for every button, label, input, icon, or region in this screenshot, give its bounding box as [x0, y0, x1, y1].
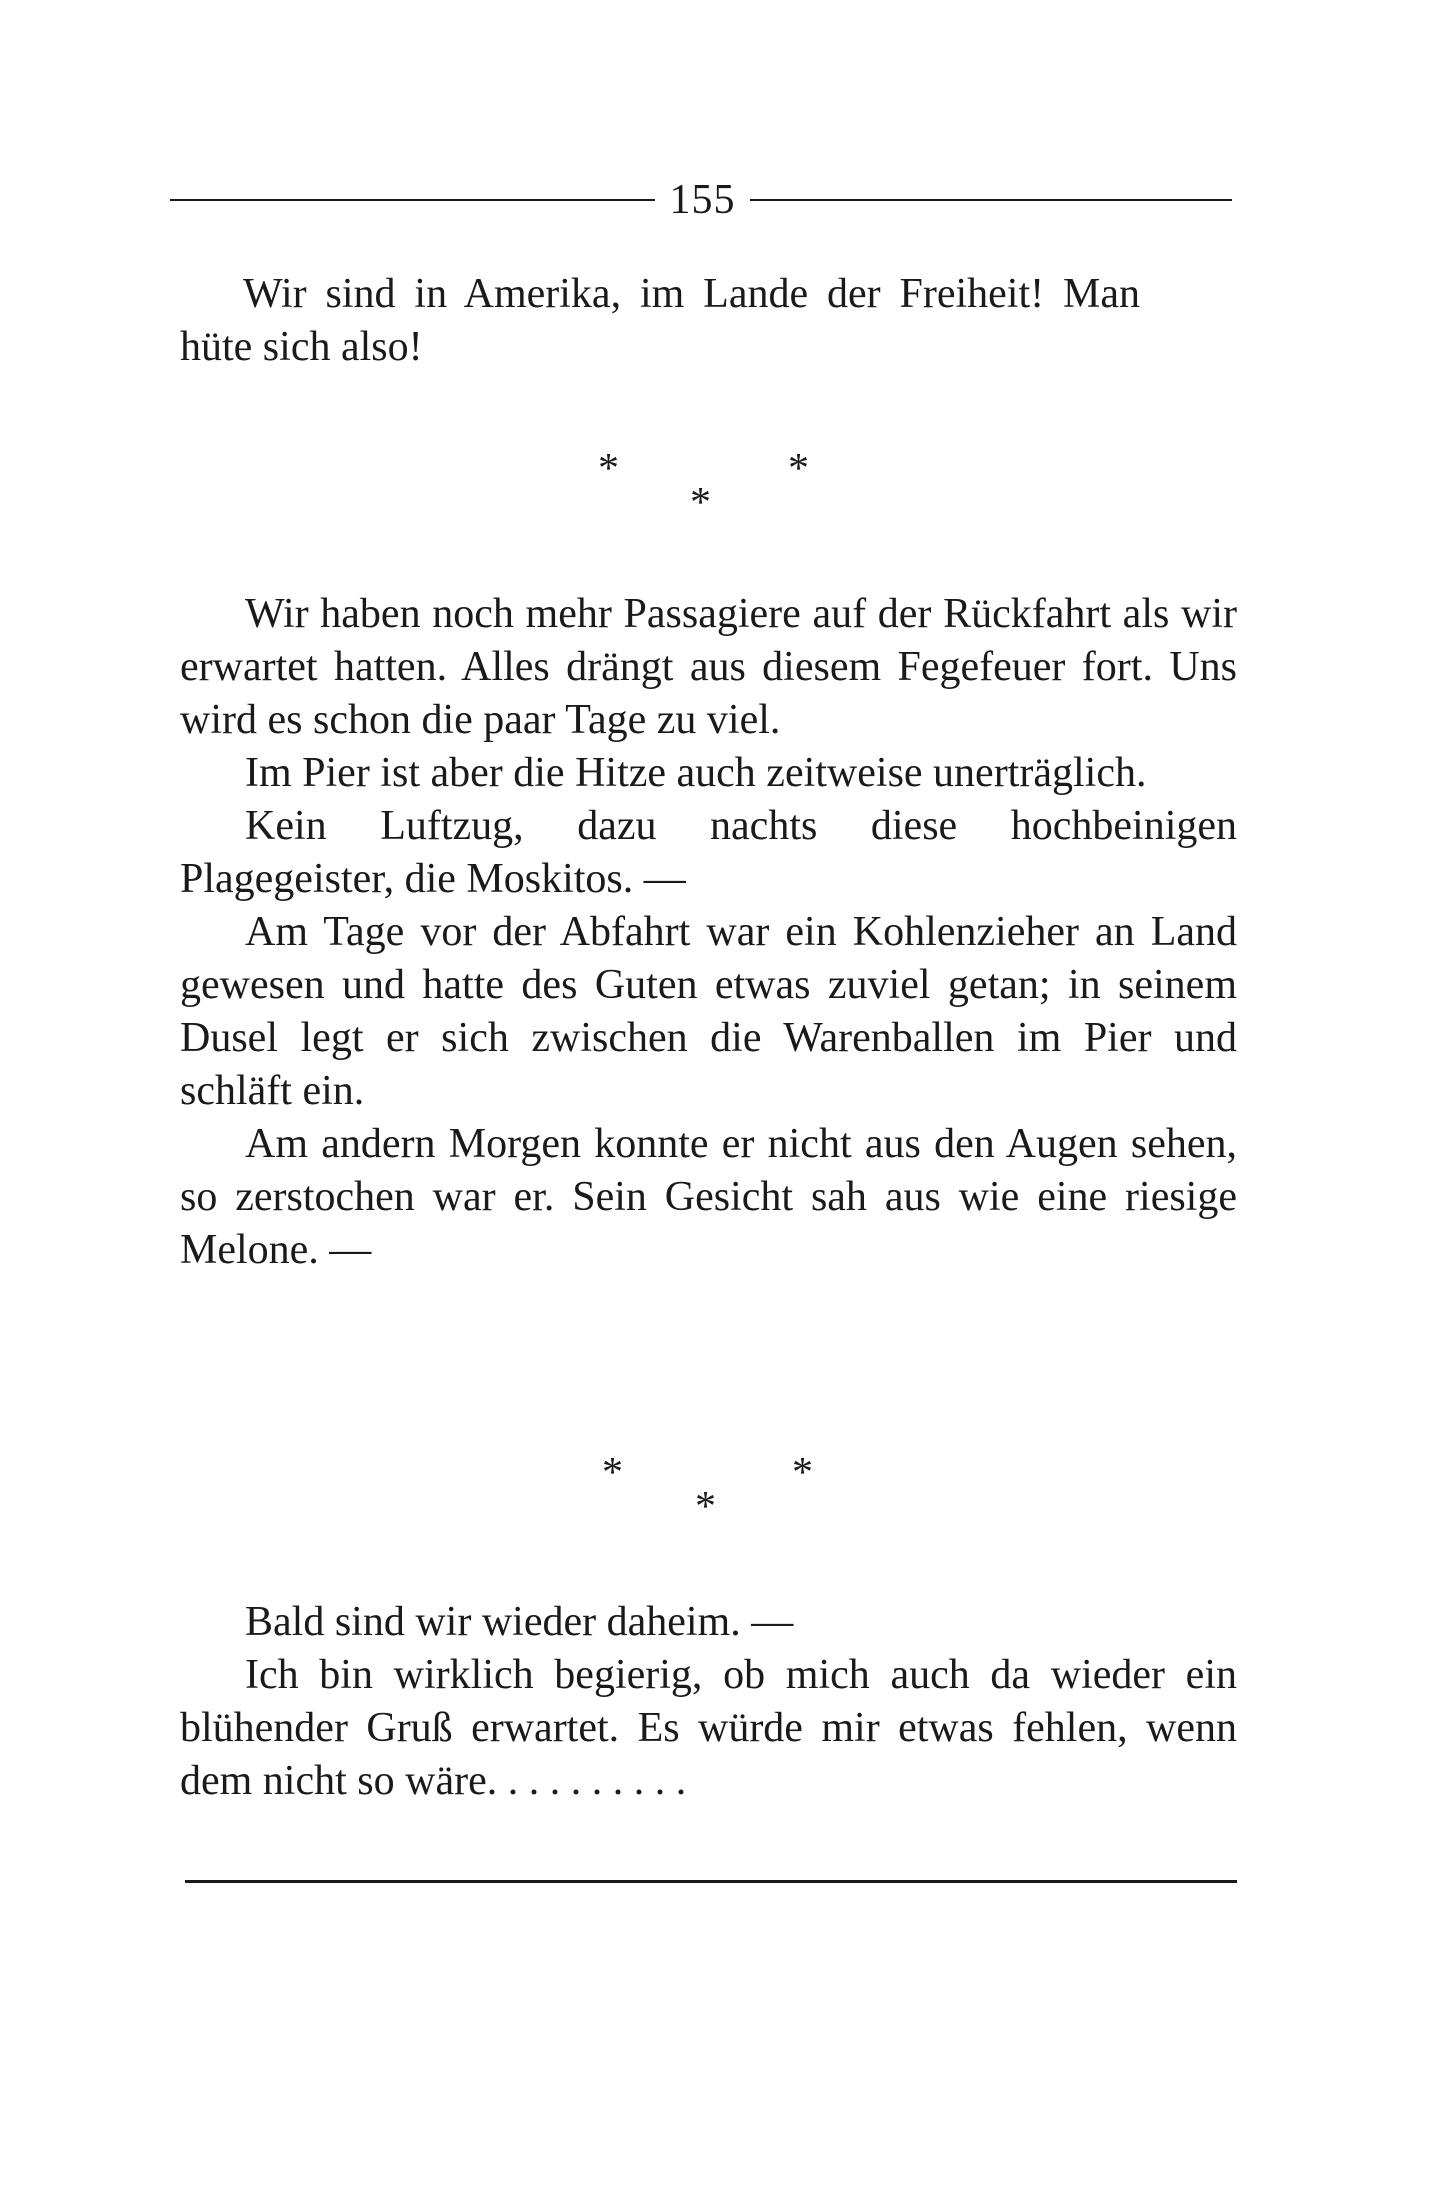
- paragraph: Ich bin wirklich begierig, ob mich auch da wieder ein blühender Gruß erwartet. Es würde mir etwas fehlen, wenn dem nicht so wäre. . . . . . . . . .: [180, 1652, 1237, 1804]
- page-number: 155: [669, 177, 736, 223]
- paragraph: Am Tage vor der Abfahrt war ein Kohlenzieher an Land gewesen und hatte des Guten etwas zuviel getan; in seinem Dusel legt er sich zwischen die Warenballen im Pier und schläft ein.: [180, 909, 1237, 1114]
- separator-star: *: [788, 446, 809, 492]
- header-rule-left: [170, 199, 655, 201]
- bottom-rule: [185, 1880, 1237, 1883]
- section-2: [180, 588, 1237, 1277]
- separator-star: *: [598, 446, 619, 492]
- separator-star: *: [792, 1450, 813, 1496]
- section-1: [180, 268, 1140, 374]
- separator-star: *: [695, 1484, 716, 1530]
- separator-star: *: [690, 480, 711, 526]
- section-separator-2: [590, 1452, 830, 1532]
- header-rule-right: [750, 199, 1232, 201]
- paragraph: Wir haben noch mehr Passagiere auf der Rückfahrt als wir erwartet hatten. Alles drängt aus diesem Fegefeuer fort. Uns wird es schon die paar Tage zu viel.: [180, 591, 1237, 743]
- paragraph: Am andern Morgen konnte er nicht aus den Augen sehen, so zerstochen war er. Sein Gesicht sah aus wie eine riesige Melone. —: [180, 1121, 1237, 1273]
- paragraph: Wir sind in Amerika, im Lande der Freiheit! Man hüte sich also!: [180, 271, 1140, 370]
- paragraph: Kein Luftzug, dazu nachts diese hochbeinigen Plagegeister, die Moskitos. —: [180, 803, 1237, 902]
- paragraph: Im Pier ist aber die Hitze auch zeitweise unerträglich.: [245, 750, 1147, 796]
- section-separator-1: [590, 448, 830, 528]
- paragraph: Bald sind wir wieder daheim. —: [245, 1599, 794, 1645]
- page-header: [170, 170, 1232, 230]
- separator-star: *: [602, 1450, 623, 1496]
- section-3: [180, 1596, 1237, 1808]
